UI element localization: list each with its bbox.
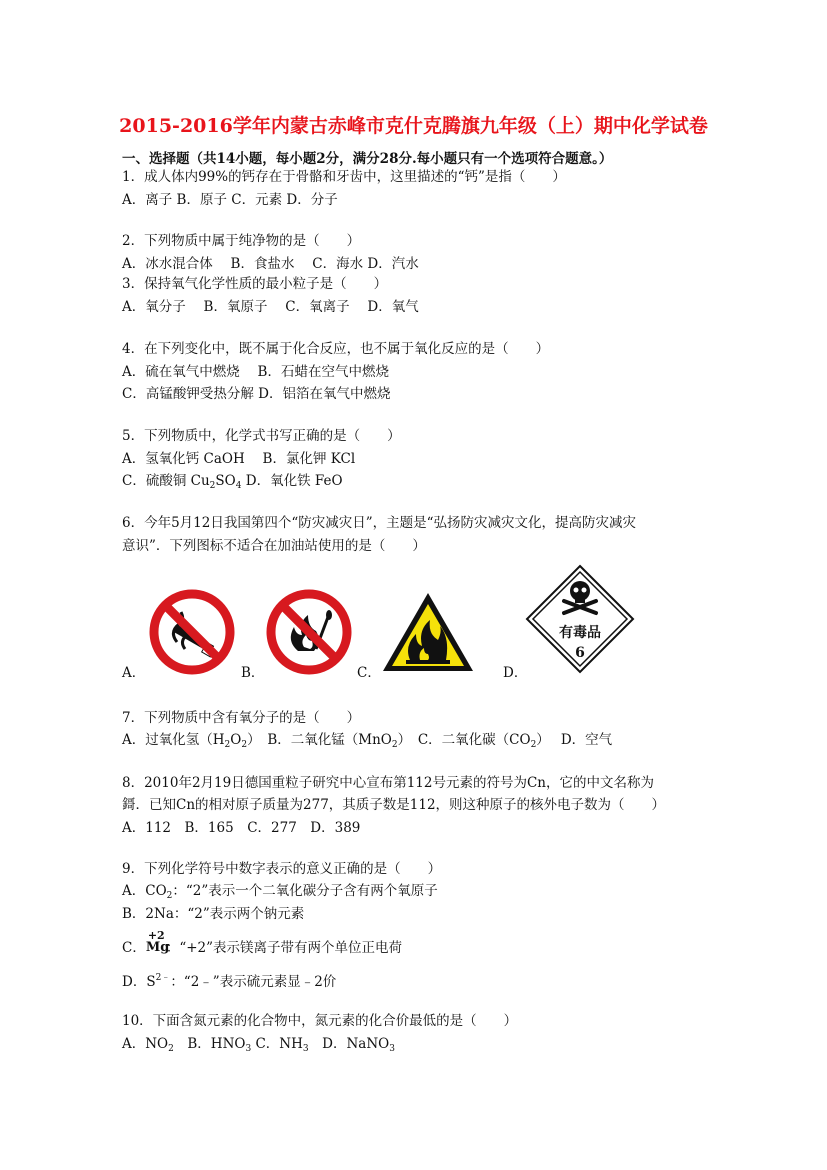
q6-label-d: D． <box>503 665 528 681</box>
no-fire-icon <box>264 587 354 677</box>
q10-d-prefix: D．NaNO <box>308 1036 390 1052</box>
q8-stem-line2: 鎶．已知Cn的相对原子质量为277，其质子数是112，则这种原子的核外电子数为（ ） <box>122 797 666 813</box>
q4-option-ab: A．硫在氧气中燃烧 B．石蜡在空气中燃烧 <box>122 364 389 380</box>
q6-stem-line2: 意识”．下列图标不适合在加油站使用的是（ ） <box>122 538 426 554</box>
q7-a-sub2: 2 <box>241 740 248 750</box>
q9-a-text: ：“2”表示一个二氧化碳分子含有两个氧原子 <box>172 883 438 899</box>
q10-d-sub: 3 <box>389 1044 395 1054</box>
page-title: 2015-2016学年内蒙古赤峰市克什克腾旗九年级（上）期中化学试卷 <box>119 115 708 137</box>
q10-options <box>122 1036 395 1057</box>
q4-stem: 4．在下列变化中，既不属于化合反应，也不属于氧化反应的是（ ） <box>122 341 550 357</box>
q2-stem: 2．下列物质中属于纯净物的是（ ） <box>122 233 361 249</box>
q7-b-sub: 2 <box>391 740 398 750</box>
q3-options: A．氧分子 B．氧原子 C．氧离子 D．氧气 <box>122 299 419 315</box>
q9-d-sup: 2﹣ <box>155 973 171 983</box>
q7-options <box>122 732 612 753</box>
q7-c-sub: 2 <box>530 740 537 750</box>
q10-c-sub: 3 <box>302 1044 309 1054</box>
q6-label-a: A． <box>122 665 146 681</box>
q6-label-b: B． <box>241 665 265 681</box>
q4-option-cd: C．高锰酸钾受热分解 D．铝箔在氧气中燃烧 <box>122 386 391 402</box>
q9-d-prefix: D．S <box>122 974 156 990</box>
toxic-sign-text: 有毒品 <box>559 625 601 641</box>
q8-stem-line1: 8．2010年2月19日德国重粒子研究中心宣布第112号元素的符号为Cn，它的中文名称为 <box>122 775 655 791</box>
q7-a-prefix: A．过氧化氢（H <box>122 732 225 748</box>
q9-mg-charge: +2 <box>147 929 165 942</box>
q5-c-sub1: 2 <box>209 481 216 491</box>
q8-options: A．112 B．165 C．277 D．389 <box>122 820 361 836</box>
q9-option-b: B．2Na：“2”表示两个钠元素 <box>122 906 305 922</box>
q10-b-prefix: B．HNO <box>173 1036 246 1052</box>
flammable-warning-icon <box>380 590 476 674</box>
no-smoking-icon <box>147 587 237 677</box>
q9-mg-symbol-group <box>145 929 170 956</box>
q5-c-mid: SO <box>215 473 236 489</box>
q10-c-prefix: C．NH <box>251 1036 303 1052</box>
q2-options: A．冰水混合体 B．食盐水 C．海水 D．汽水 <box>122 256 419 272</box>
q7-a-sub1: 2 <box>224 740 231 750</box>
q7-d-text: ） D．空气 <box>536 732 613 748</box>
q7-stem: 7．下列物质中含有氧分子的是（ ） <box>122 710 361 726</box>
q5-stem: 5．下列物质中，化学式书写正确的是（ ） <box>122 428 401 444</box>
q1-stem: 1．成人体内99%的钙存在于骨骼和牙齿中，这里描述的“钙”是指（ ） <box>122 169 566 185</box>
q10-a-prefix: A．NO <box>122 1036 169 1052</box>
q7-c-prefix: ） C．二氧化碳（CO <box>397 732 531 748</box>
q9-stem: 9．下列化学符号中数字表示的意义正确的是（ ） <box>122 861 442 877</box>
q5-d: D．氧化铁 FeO <box>241 473 343 489</box>
q9-c-prefix: C． <box>122 940 146 956</box>
q9-option-c <box>122 929 403 956</box>
q9-d-text: ：“2﹣”表示硫元素显﹣2价 <box>170 974 337 990</box>
q10-b-sub: 3 <box>245 1044 252 1054</box>
q7-b-prefix: ） B．二氧化锰（MnO <box>247 732 392 748</box>
q5-c-sub2: 4 <box>235 481 242 491</box>
toxic-sign-number: 6 <box>575 645 585 661</box>
q10-stem: 10．下面含氮元素的化合物中，氮元素的化合价最低的是（ ） <box>122 1013 518 1029</box>
q9-c-text: ：“+2”表示镁离子带有两个单位正电荷 <box>165 940 403 956</box>
q6-stem-line1: 6．今年5月12日我国第四个“防灾减灾日”，主题是“弘扬防灾减灾文化，提高防灾减灾 <box>122 515 637 531</box>
q9-mg-symbol: Mg <box>145 940 170 955</box>
section-heading: 一、选择题（共14小题，每小题2分，满分28分.每小题只有一个选项符合题意。） <box>122 151 613 167</box>
q6-label-c: C． <box>357 665 381 681</box>
q7-a-mid: O <box>230 732 242 748</box>
q10-a-sub: 2 <box>168 1044 174 1054</box>
q9-a-sub: 2 <box>166 891 173 901</box>
q3-stem: 3．保持氧气化学性质的最小粒子是（ ） <box>122 276 388 292</box>
q5-option-cd <box>122 473 343 494</box>
q5-c-prefix: C．硫酸铜 Cu <box>122 473 210 489</box>
q9-option-a <box>122 883 438 904</box>
q1-options: A．离子 B．原子 C．元素 D．分子 <box>122 192 338 208</box>
q9-a-prefix: A．CO <box>122 883 167 899</box>
q9-option-d <box>122 970 336 990</box>
q5-option-ab: A．氢氧化钙 CaOH B．氯化钾 KCl <box>122 451 356 467</box>
